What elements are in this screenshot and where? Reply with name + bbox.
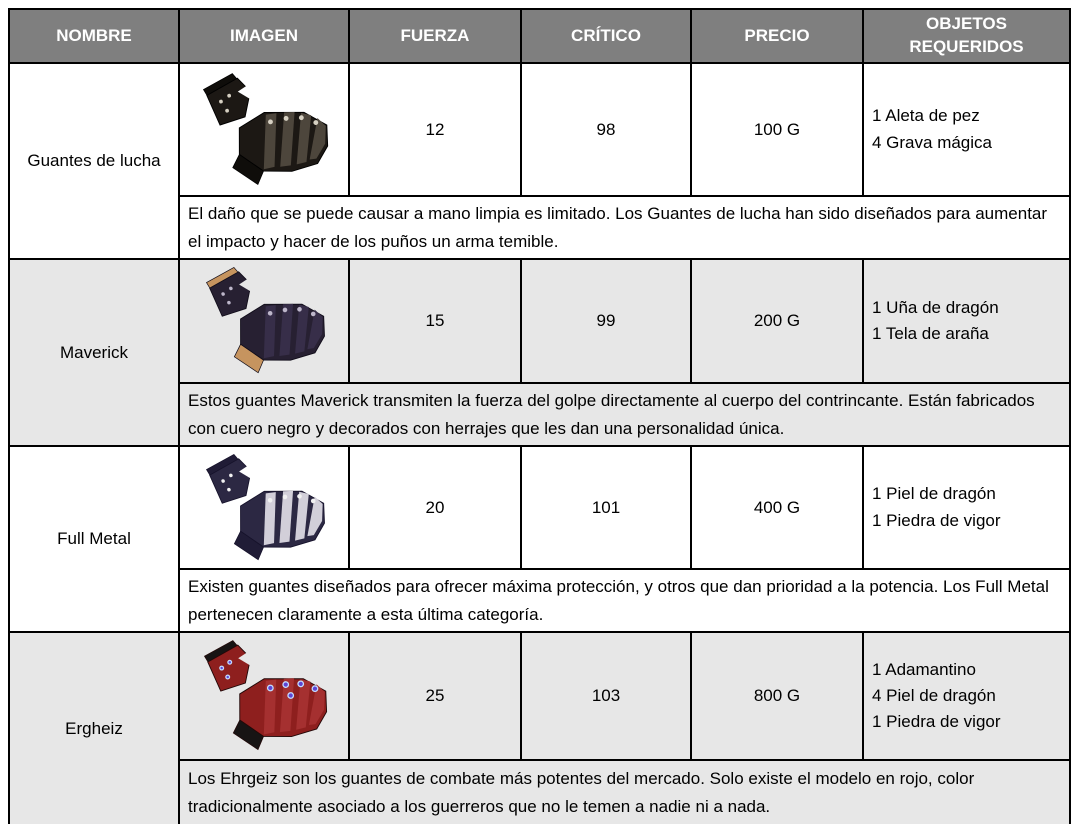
required-item: 1 Aleta de pez [872,106,980,126]
table-row [9,63,1070,196]
header-critico: CRÍTICO [521,9,691,63]
item-image-cell [179,63,349,196]
required-item: 4 Piel de dragón [872,686,996,706]
required-item: 1 Uña de dragón [872,297,999,317]
stat-fuerza: 12 [349,63,521,196]
required-item: 1 Adamantino [872,659,976,679]
header-precio: PRECIO [691,9,863,63]
gloves-image [184,451,344,565]
item-name: Maverick [9,259,179,446]
table-header-row [9,9,1070,63]
item-name: Guantes de lucha [9,63,179,259]
item-description: Estos guantes Maverick transmiten la fuerza del golpe directamente al cuerpo del contrincante. Están fabricados con cuero negro y decorados con herrajes que les dan una personalidad única. [179,383,1070,446]
item-image-cell [179,446,349,569]
table-row [9,259,1070,383]
required-items [863,446,1070,569]
stat-precio: 800 G [691,632,863,760]
stat-precio: 100 G [691,63,863,196]
table-row [9,446,1070,569]
header-fuerza: FUERZA [349,9,521,63]
gloves-image [184,637,344,755]
header-nombre: NOMBRE [9,9,179,63]
gloves-image [184,264,344,378]
stat-precio: 200 G [691,259,863,383]
item-name: Full Metal [9,446,179,632]
required-items [863,63,1070,196]
required-item: 1 Piel de dragón [872,484,996,504]
item-name: Ergheiz [9,632,179,824]
item-image-cell [179,632,349,760]
stat-critico: 103 [521,632,691,760]
gloves-image [184,70,344,190]
stat-fuerza: 25 [349,632,521,760]
stat-fuerza: 15 [349,259,521,383]
stat-critico: 98 [521,63,691,196]
table-row [9,632,1070,760]
stat-fuerza: 20 [349,446,521,569]
header-objetos-requeridos: OBJETOS REQUERIDOS [863,9,1070,63]
header-imagen: IMAGEN [179,9,349,63]
required-item: 1 Piedra de vigor [872,510,1001,530]
item-image-cell [179,259,349,383]
stat-precio: 400 G [691,446,863,569]
required-item: 1 Piedra de vigor [872,712,1001,732]
required-item: 1 Tela de araña [872,324,989,344]
required-items [863,632,1070,760]
stat-critico: 99 [521,259,691,383]
required-items [863,259,1070,383]
stat-critico: 101 [521,446,691,569]
required-item: 4 Grava mágica [872,132,992,152]
item-description: Los Ehrgeiz son los guantes de combate más potentes del mercado. Solo existe el modelo en rojo, color tradicionalmente asociado a los guerreros que no le temen a nadie ni a nada. [179,760,1070,824]
item-description: El daño que se puede causar a mano limpia es limitado. Los Guantes de lucha han sido diseñados para aumentar el impacto y hacer de los puños un arma temible. [179,196,1070,259]
item-description: Existen guantes diseñados para ofrecer máxima protección, y otros que dan prioridad a la potencia. Los Full Metal pertenecen claramente a esta última categoría. [179,569,1070,632]
weapons-table [8,8,1071,824]
